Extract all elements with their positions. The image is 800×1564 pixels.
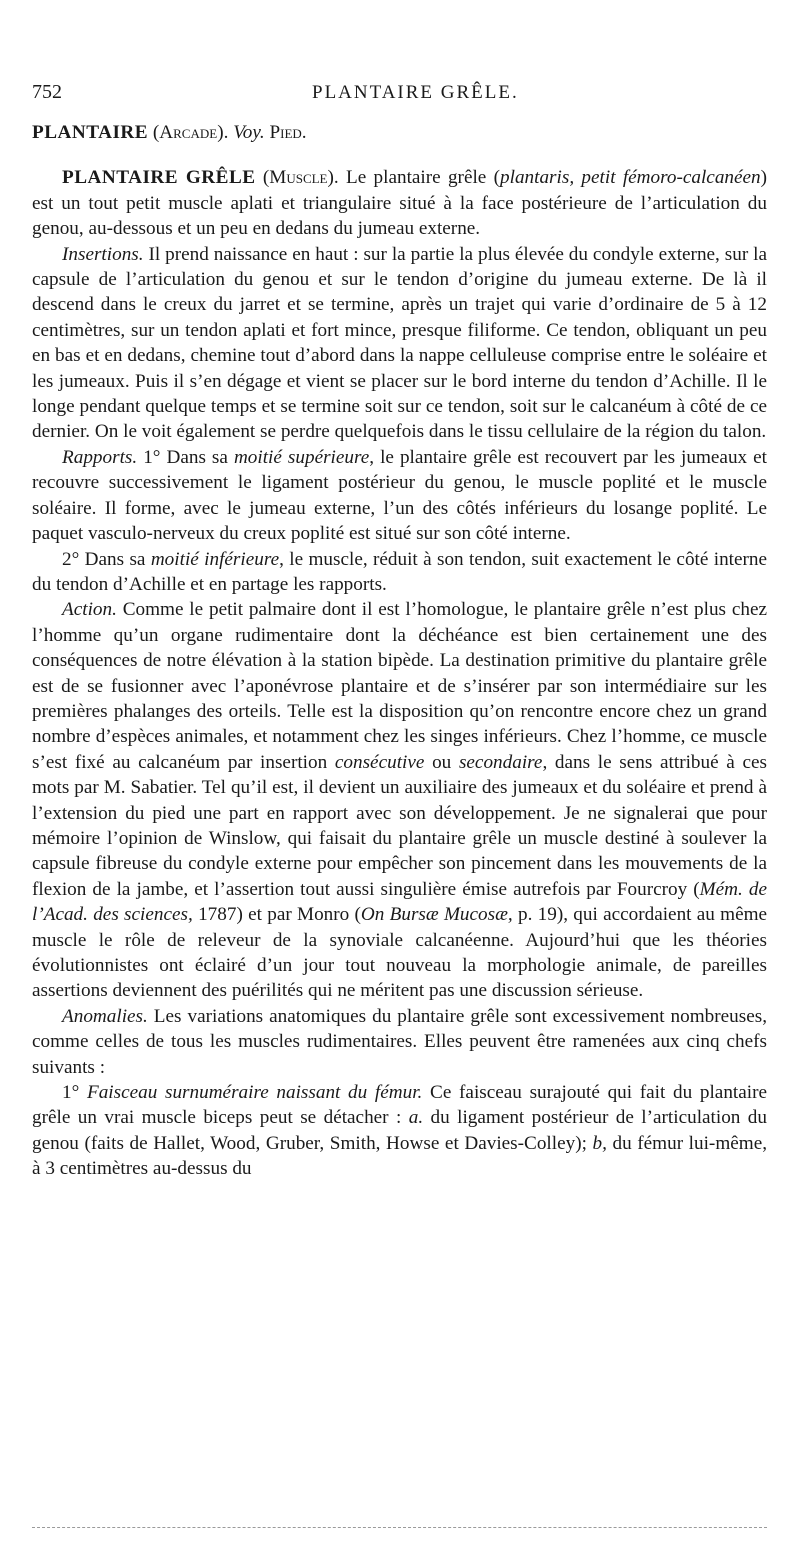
document-page: [32, 80, 767, 1182]
item-1-text-c: du fémur lui-même, à 3 centimètres au-dessus du: [32, 1132, 768, 1180]
entry-definition: [32, 165, 767, 241]
definition-text-a: Le plantaire grêle (: [346, 167, 501, 189]
rapports-text-1a: Dans sa: [166, 446, 228, 468]
anomalies-text: Les variations anatomiques du plantaire grêle sont excessivement nombreuses, comme celles de tous les muscles rudimentaires. Elles peuvent être ramenées aux cinq chefs suivants :: [32, 1005, 767, 1078]
definition-synonyms: plantaris, petit fémoro-calcanéen: [500, 167, 761, 189]
action-text-e: p. 19), qui accordaient au même muscle le rôle de releveur de la synoviale calcanéenne. Aujourd’hui que les théories évolutionnistes ont éclairé d’un jour tout nouveau la morphologie animale, de pareilles assertions deviennent des puérilités qui ne méritent pas une discussion sérieuse.: [32, 904, 768, 1002]
insertions-paragraph: [32, 242, 767, 445]
action-ital-3: Mém. de l’Acad. des sciences,: [32, 878, 768, 926]
insertions-text: Il prend naissance en haut : sur la partie la plus élevée du condyle externe, sur la capsule de l’articulation du genou et sur le tendon d’origine du jumeau externe. De là il descend dans le creux du jarret et se termine, après un trajet qui varie d’ordinaire de 5 à 12 centimètres, sur un tendon aplati et fort mince, presque filiforme. Ce tendon, obliquant un peu en bas et en dedans, chemine tout d’abord dans la nappe celluleuse comprise entre le soléaire et les jumeaux. Puis il s’en dégage et vient se placer sur le bord interne du tendon d’Achille. Il le longe pendant quelque temps et se termine soit sur ce tendon, soit sur le calcanéum à côté de ce dernier. On le voit également se perdre quelquefois dans le tissu cellulaire de la région du talon.: [32, 243, 767, 443]
cross-reference-entry: [32, 120, 767, 145]
action-ital-4: On Bursæ Mucosæ,: [360, 904, 513, 926]
entry-qualifier: (Muscle).: [262, 167, 339, 189]
page-number: 752: [32, 81, 62, 103]
anomalies-paragraph: [32, 1004, 767, 1080]
footer-rule: [32, 1527, 767, 1528]
action-ital-2: secondaire: [458, 751, 543, 773]
running-title: PLANTAIRE GRÊLE.: [312, 82, 519, 103]
action-label: Action.: [62, 599, 117, 621]
action-text-d: 1787) et par Monro (: [198, 904, 361, 926]
rapports-ital-2: moitié inférieure: [150, 548, 280, 570]
rapports-num-1: 1°: [143, 446, 161, 468]
item-1-number: 1°: [62, 1082, 80, 1104]
item-1-letter-b: b,: [592, 1132, 607, 1154]
item-1-title: Faisceau surnuméraire naissant du fémur.: [86, 1082, 423, 1104]
entry-headword: PLANTAIRE GRÊLE: [62, 167, 256, 189]
item-1-letter-a: a.: [408, 1107, 424, 1129]
item-1-text-b: du ligament postérieur de l’articulation du genou (faits de Hallet, Wood, Gruber, Smith, Howse et Davies-Colley);: [32, 1107, 767, 1154]
xref-qualifier: (Arcade).: [152, 122, 229, 143]
action-paragraph: [32, 597, 767, 1004]
rapports-num-2: 2°: [62, 548, 80, 570]
rapports-text-2b: , le muscle, réduit à son tendon, suit exactement le côté interne du tendon d’Achille et en partage les rapports.: [32, 548, 768, 595]
rapports-label: Rapports.: [62, 446, 138, 468]
action-ital-1: consécutive: [334, 751, 425, 773]
rapports-ital-1: moitié supérieure: [233, 446, 370, 468]
rapports-paragraph-2: [32, 547, 767, 598]
action-text-b: ou: [432, 751, 452, 773]
action-text-a: Comme le petit palmaire dont il est l’homologue, le plantaire grêle n’est plus chez l’homme qu’un organe rudimentaire dont la déchéance est bien certainement une des conséquences de notre élévation à la station bipède. La destination primitive du plantaire grêle est de se fusionner avec l’aponévrose plantaire et de s’insérer par son intermédiaire sur les premières phalanges des orteils. Telle est la disposition qu’on rencontre encore chez un grand nombre d’espèces animales, et notamment chez les singes inférieurs. Chez l’homme, ce muscle s’est fixé au calcanéum par insertion: [32, 599, 767, 773]
item-1-text-a: Ce faisceau surajouté qui fait du plantaire grêle un vrai muscle biceps peut se détacher :: [32, 1082, 768, 1129]
xref-headword: PLANTAIRE: [32, 122, 149, 143]
rapports-paragraph-1: [32, 445, 767, 547]
page-header: [32, 80, 767, 118]
xref-voy: Voy.: [233, 122, 265, 143]
action-text-c: , dans le sens attribué à ces mots par M. Sabatier. Tel qu’il est, il devient un auxiliaire des jumeaux et du soléaire et prend à l’extension du pied une part en rapport avec son développement. Je ne signalerai que pour mémoire l’opinion de Winslow, qui faisait du plantaire grêle un muscle destiné à soulever la capsule fibreuse du condyle externe pour empêcher son pincement dans les mouvements de la flexion de la jambe, et l’assertion tout aussi singulière émise autrefois par Fourcroy (: [32, 751, 768, 900]
anomalies-label: Anomalies.: [62, 1005, 148, 1027]
anomalies-item-1: [32, 1080, 767, 1182]
rapports-text-2a: Dans sa: [84, 548, 146, 570]
xref-target: Pied.: [269, 122, 307, 143]
definition-text-c: ) est un tout petit muscle aplati et triangulaire situé à la face postérieure de l’articulation du genou, au-dessous et un peu en dedans du jumeau externe.: [32, 167, 768, 240]
insertions-label: Insertions.: [62, 243, 144, 265]
rapports-text-1b: , le plantaire grêle est recouvert par les jumeaux et recouvre successivement le ligament postérieur du genou, le muscle poplité et le muscle soléaire. Il forme, avec le jumeau externe, l’un des côtés inférieurs du losange poplité. Le paquet vasculo-nerveux du creux poplité est situé sur son côté interne.: [32, 446, 767, 545]
